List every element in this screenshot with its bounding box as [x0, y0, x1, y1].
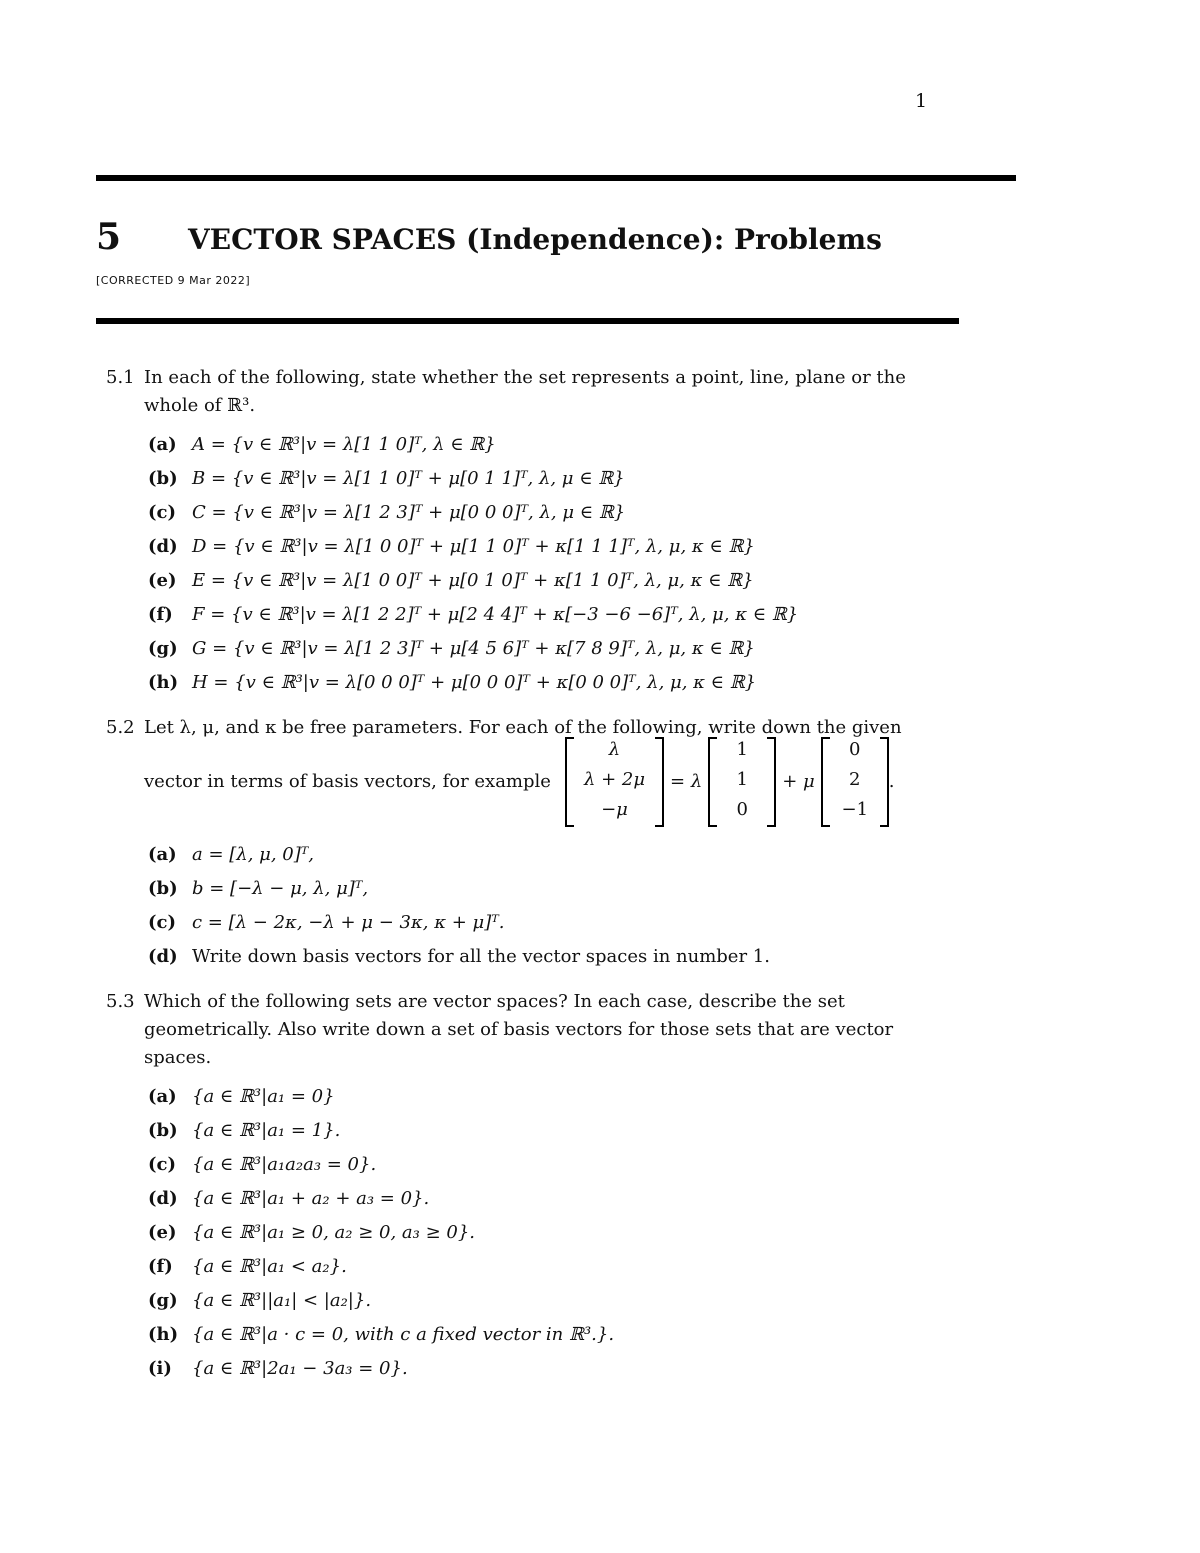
- item-math: A = {v ∈ ℝ³|v = λ[1 1 0]ᵀ, λ ∈ ℝ}: [192, 434, 496, 455]
- matrix-cell: λ + 2μ: [583, 769, 646, 790]
- item-math: H = {v ∈ ℝ³|v = λ[0 0 0]ᵀ + μ[0 0 0]ᵀ + κ[0 0 0]ᵀ, λ, μ, κ ∈ ℝ}: [192, 672, 757, 693]
- item-math: {a ∈ ℝ³|a₁ = 0}: [192, 1086, 335, 1107]
- item-math: E = {v ∈ ℝ³|v = λ[1 0 0]ᵀ + μ[0 1 0]ᵀ + κ[1 1 0]ᵀ, λ, μ, κ ∈ ℝ}: [192, 570, 754, 591]
- item-label: (d): [148, 1188, 178, 1209]
- list-item: [148, 1182, 936, 1216]
- item-math: G = {v ∈ ℝ³|v = λ[1 2 3]ᵀ + μ[4 5 6]ᵀ + κ[7 8 9]ᵀ, λ, μ, κ ∈ ℝ}: [192, 638, 755, 659]
- matrix-cell: −μ: [601, 799, 628, 820]
- list-item: [148, 1080, 936, 1114]
- item-math: {a ∈ ℝ³|2a₁ − 3a₃ = 0}.: [192, 1358, 408, 1379]
- list-item: [148, 906, 936, 940]
- list-item: [148, 428, 936, 462]
- item-label: (b): [148, 1120, 178, 1141]
- corrected-note: [CORRECTED 9 Mar 2022]: [96, 274, 251, 287]
- plus-mu: + μ: [782, 771, 815, 792]
- item-label: (c): [148, 1154, 176, 1175]
- chapter-title: VECTOR SPACES (Independence): Problems: [188, 223, 882, 256]
- matrix-cell: −1: [841, 799, 869, 820]
- top-rule: [96, 175, 1016, 181]
- item-math: a = [λ, μ, 0]ᵀ,: [192, 844, 315, 865]
- matrix-cell: 0: [736, 799, 748, 820]
- item-label: (e): [148, 1222, 177, 1243]
- item-label: (c): [148, 502, 176, 523]
- matrix-cell: 2: [849, 769, 861, 790]
- list-item: [148, 564, 936, 598]
- item-math: F = {v ∈ ℝ³|v = λ[1 2 2]ᵀ + μ[2 4 4]ᵀ + κ[−3 −6 −6]ᵀ, λ, μ, κ ∈ ℝ}: [192, 604, 799, 625]
- item-label: (g): [148, 1290, 178, 1311]
- item-label: (f): [148, 604, 173, 625]
- list-item: [148, 872, 936, 906]
- problem-label: 5.1: [106, 367, 135, 388]
- item-label: (d): [148, 536, 178, 557]
- item-label: (a): [148, 844, 177, 865]
- list-item: [148, 666, 936, 700]
- chapter-heading: [96, 216, 996, 258]
- list-item: [148, 496, 936, 530]
- list-item: [148, 1352, 936, 1386]
- item-math: c = [λ − 2κ, −λ + μ − 3κ, κ + μ]ᵀ.: [192, 912, 505, 933]
- problem-5-1: [106, 364, 936, 700]
- equals-lambda: = λ: [670, 771, 703, 792]
- example-row: [106, 734, 936, 830]
- chapter-number: 5: [96, 216, 122, 258]
- item-label: (b): [148, 468, 178, 489]
- item-label: (i): [148, 1358, 172, 1379]
- problem-label: 5.3: [106, 991, 135, 1012]
- item-math: C = {v ∈ ℝ³|v = λ[1 2 3]ᵀ + μ[0 0 0]ᵀ, λ, μ ∈ ℝ}: [192, 502, 626, 523]
- item-label: (e): [148, 570, 177, 591]
- problem-text: Which of the following sets are vector spaces? In each case, describe the set geometrically. Also write down a set of basis vectors for those sets that are vector spaces.: [144, 991, 894, 1068]
- example-text: vector in terms of basis vectors, for example: [144, 771, 551, 792]
- item-math: {a ∈ ℝ³|a₁a₂a₃ = 0}.: [192, 1154, 377, 1175]
- list-item: [148, 838, 936, 872]
- example-matrix-2: [708, 737, 776, 827]
- list-item: [148, 1318, 936, 1352]
- matrix-cell: 1: [736, 769, 748, 790]
- list-item: [148, 598, 936, 632]
- matrix-cell: 1: [736, 739, 748, 760]
- item-math: {a ∈ ℝ³||a₁| < |a₂|}.: [192, 1290, 372, 1311]
- item-label: (d): [148, 946, 178, 967]
- problem-text: Let λ, μ, and κ be free parameters. For each of the following, write down the given: [144, 717, 902, 738]
- item-label: (g): [148, 638, 178, 659]
- list-item: [148, 1250, 936, 1284]
- list-item: [148, 1148, 936, 1182]
- problem-label: 5.2: [106, 717, 135, 738]
- problems: [106, 364, 936, 1400]
- problem-5-2: [106, 714, 936, 974]
- item-label: (f): [148, 1256, 173, 1277]
- item-math: {a ∈ ℝ³|a₁ ≥ 0, a₂ ≥ 0, a₃ ≥ 0}.: [192, 1222, 476, 1243]
- problem-5-3: [106, 988, 936, 1386]
- matrix-cell: λ: [608, 739, 621, 760]
- list-item: [148, 940, 936, 974]
- item-math: {a ∈ ℝ³|a₁ = 1}.: [192, 1120, 341, 1141]
- item-math: {a ∈ ℝ³|a₁ + a₂ + a₃ = 0}.: [192, 1188, 430, 1209]
- item-math: B = {v ∈ ℝ³|v = λ[1 1 0]ᵀ + μ[0 1 1]ᵀ, λ, μ ∈ ℝ}: [192, 468, 625, 489]
- list-item: [148, 1284, 936, 1318]
- item-label: (h): [148, 1324, 179, 1345]
- list-item: [148, 462, 936, 496]
- item-list: [106, 1080, 936, 1386]
- item-list: [106, 838, 936, 974]
- item-label: (b): [148, 878, 178, 899]
- item-list: [106, 428, 936, 700]
- bottom-rule: [96, 318, 959, 324]
- example-matrix-3: [821, 737, 889, 827]
- item-label: (a): [148, 434, 177, 455]
- example-end: .: [888, 771, 895, 792]
- item-math: b = [−λ − μ, λ, μ]ᵀ,: [192, 878, 369, 899]
- page-number: 1: [915, 90, 928, 112]
- list-item: [148, 1216, 936, 1250]
- item-math: D = {v ∈ ℝ³|v = λ[1 0 0]ᵀ + μ[1 1 0]ᵀ + κ[1 1 1]ᵀ, λ, μ, κ ∈ ℝ}: [192, 536, 755, 557]
- item-label: (c): [148, 912, 176, 933]
- problem-text: In each of the following, state whether the set represents a point, line, plane or the whole of ℝ³.: [144, 367, 906, 416]
- item-math: {a ∈ ℝ³|a₁ < a₂}.: [192, 1256, 347, 1277]
- item-math: {a ∈ ℝ³|a · c = 0, with c a fixed vector in ℝ³.}.: [192, 1324, 615, 1345]
- item-label: (a): [148, 1086, 177, 1107]
- list-item: [148, 530, 936, 564]
- list-item: [148, 632, 936, 666]
- item-label: (h): [148, 672, 179, 693]
- example-matrix-1: [565, 737, 664, 827]
- list-item: [148, 1114, 936, 1148]
- matrix-cell: 0: [849, 739, 861, 760]
- item-math: Write down basis vectors for all the vector spaces in number 1.: [192, 946, 770, 967]
